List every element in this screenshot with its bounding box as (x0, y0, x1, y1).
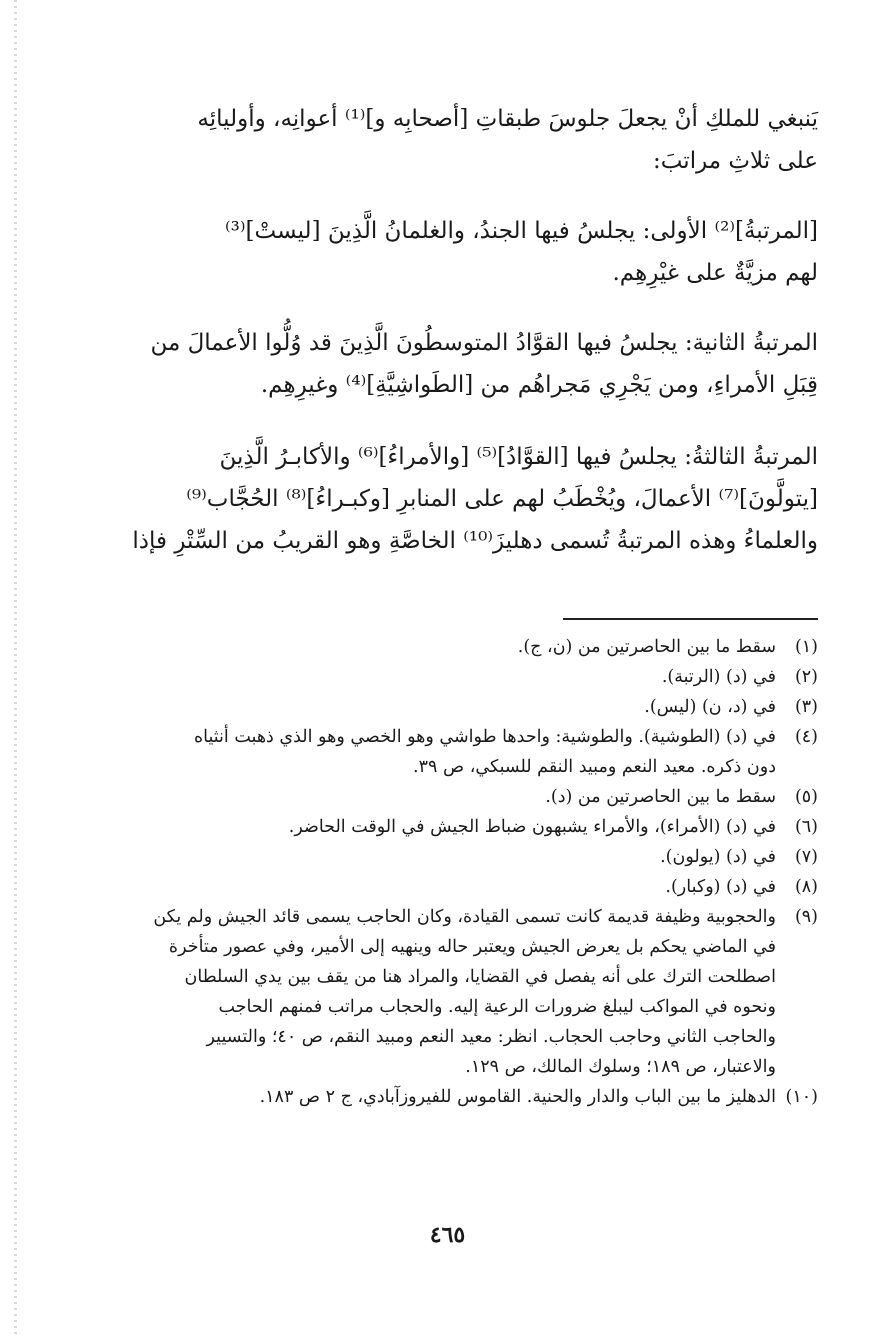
footnote-text: في (د) (الأمراء)، والأمراء يشبهون ضباط الجيش في الوقت الحاضر. (288, 817, 776, 837)
footnote (150, 722, 818, 782)
footnote-text: في (د) (وكبار). (665, 877, 776, 897)
footnote-number: (٩) (794, 907, 818, 927)
paragraph-4 (132, 436, 818, 562)
footnote-number: (١٠) (785, 1087, 818, 1107)
footnote (150, 632, 818, 662)
footnote (150, 872, 818, 902)
paragraph-3 (150, 322, 818, 406)
text-line: قِبَلِ الأمراءِ، ومن يَجْرِي مَجراهُم من [الطَواشِيَّةِ]⁽⁴⁾ وغيرِهِم. (260, 372, 818, 398)
footnote-number: (١) (794, 637, 818, 657)
text-line: يَنبغي للملكِ أنْ يجعلَ جلوسَ طبقاتِ [أصحابِه و]⁽¹⁾ أعوانِه، وأوليائِه (197, 106, 818, 132)
footnote-text: في (د) (الرتبة). (661, 667, 776, 687)
footnote-number: (٦) (794, 817, 818, 837)
footnote-number: (٧) (794, 847, 818, 867)
paragraph-2 (150, 210, 818, 294)
footnotes (150, 632, 818, 1112)
footnote-text: والاعتبار، ص ١٨٩؛ وسلوك المالك، ص ١٢٩. (465, 1057, 776, 1077)
text-line: المرتبةُ الثالثةُ: يجلسُ فيها [القوَّادُ]⁽⁵⁾ [والأمراءُ]⁽⁶⁾ والأكابـرُ الَّذِينَ (219, 444, 818, 470)
page-number: ٤٦٥ (429, 1222, 466, 1248)
paragraph-1 (150, 98, 818, 182)
footnote-text: سقط ما بين الحاصرتين من (ن، ج). (517, 637, 776, 657)
footnote-number: (٤) (794, 727, 818, 747)
footnote-text: في (د) (يولون). (660, 847, 776, 867)
footnote (150, 692, 818, 722)
footnote-separator (563, 618, 818, 620)
footnote-text: والحجوبية وظيفة قديمة كانت تسمى القيادة، وكان الحاجب يسمى قائد الجيش ولم يكن (153, 907, 776, 927)
text-line: [يتولَّونَ]⁽⁷⁾ الأعمالَ، ويُخْطَبُ لهم على المنابرِ [وكبـراءُ]⁽⁸⁾ الحُجَّاب⁽⁹⁾ (186, 486, 818, 512)
footnote-text: في (د، ن) (ليس). (644, 697, 776, 717)
footnote-text: الدهليز ما بين الباب والدار والحنية. القاموس للفيروزآبادي، ج ٢ ص ١٨٣. (259, 1087, 776, 1107)
footnote (150, 902, 818, 1082)
footnote (150, 812, 818, 842)
text-line: لهم مزيَّةٌ على غيْرِهِم. (612, 260, 818, 286)
text-line: المرتبةُ الثانية: يجلسُ فيها القوَّادُ المتوسطُونَ الَّذِينَ قد وُلُّوا الأعمالَ من (150, 330, 818, 356)
footnote-text: سقط ما بين الحاصرتين من (د). (545, 787, 776, 807)
footnote-number: (٢) (794, 667, 818, 687)
footnote-number: (٨) (794, 877, 818, 897)
footnote (150, 662, 818, 692)
footnote-number: (٣) (794, 697, 818, 717)
text-line: على ثلاثِ مراتبَ: (652, 148, 818, 174)
text-line: والعلماءُ وهذه المرتبةُ تُسمى دهليزَ⁽¹⁰⁾ الخاصَّةِ وهو القريبُ من السِّتْرِ فإذا (132, 528, 818, 554)
footnote-text: دون ذكره. معيد النعم ومبيد النقم للسبكي، ص ٣٩. (413, 757, 776, 777)
footnote-text: والحاجب الثاني وحاجب الحجاب. انظر: معيد النعم ومبيد النقم، ص ٤٠؛ والتسيير (206, 1027, 776, 1047)
footnote (150, 842, 818, 872)
footnote (150, 782, 818, 812)
footnote-text: في (د) (الطوشية). والطوشية: واحدها طواشي وهو الخصي وهو الذي ذهبت أنثياه (194, 727, 776, 747)
text-line: [المرتبةُ]⁽²⁾ الأولى: يجلسُ فيها الجندُ، والغلمانُ الَّذِينَ [ليستْ]⁽³⁾ (225, 218, 818, 244)
footnote-number: (٥) (794, 787, 818, 807)
binding-edge (14, 0, 17, 1335)
footnote-text: ونحوه في المواكب ليبلغ ضرورات الرعية إليه. والحجاب مراتب فمنهم الحاجب (218, 997, 776, 1017)
footnote-text: اصطلحت الترك على أنه يفصل في القضايا، والمراد هنا من يقف بين يدي السلطان (184, 967, 776, 987)
footnote (150, 1082, 818, 1112)
footnote-text: في الماضي يحكم بل يعرض الجيش ويعتبر حاله وينهيه إلى الأمير، وفي عصور متأخرة (168, 937, 776, 957)
